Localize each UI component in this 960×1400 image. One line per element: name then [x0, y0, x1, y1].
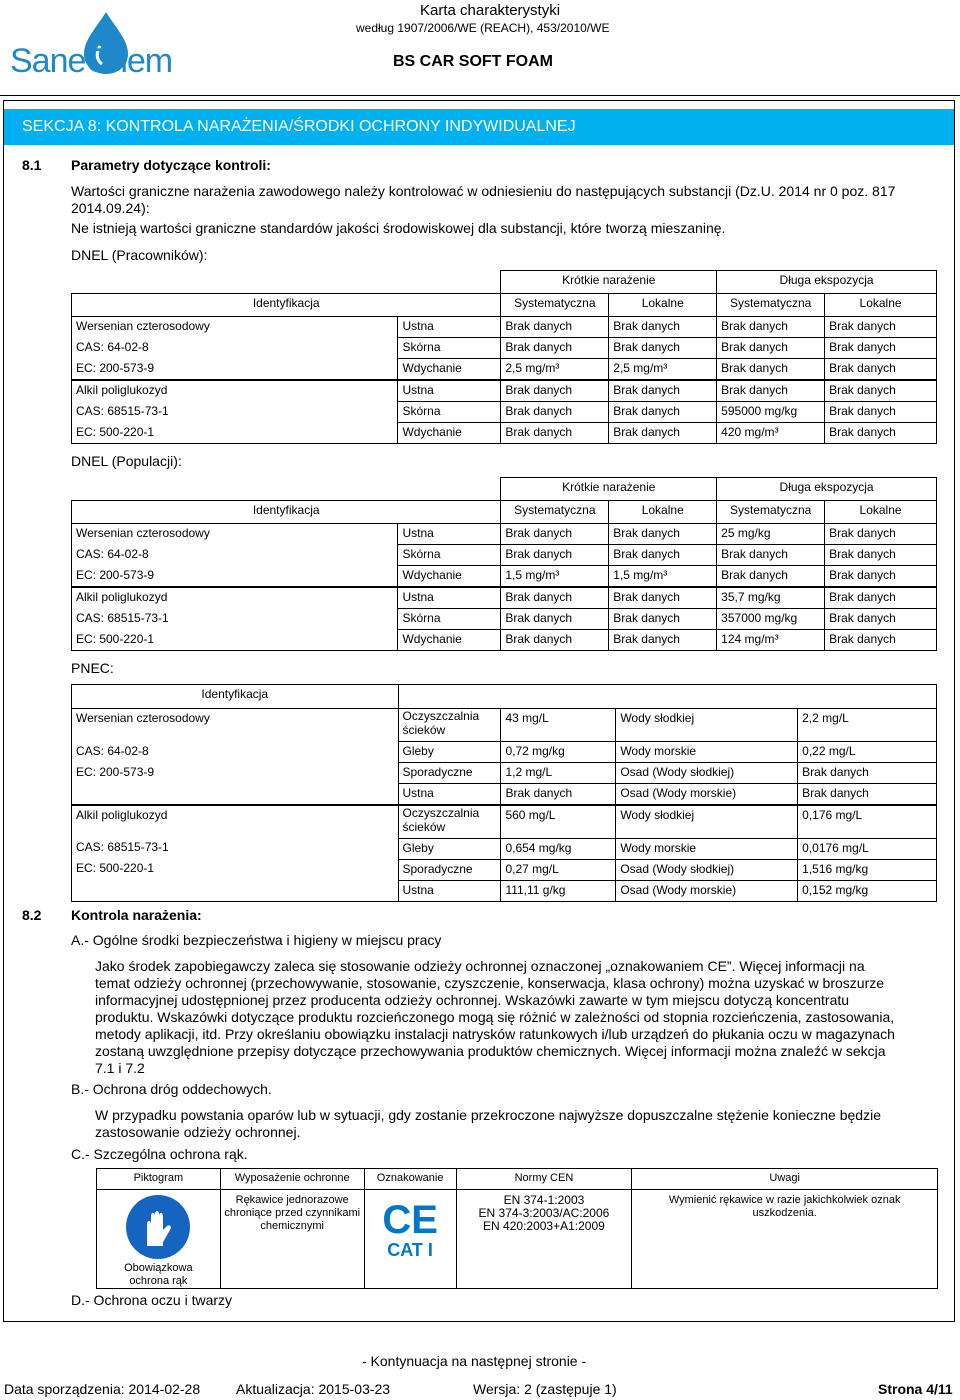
s82-a-title: A.- Ogólne środki bezpieczeństwa i higieny w miejscu pracy: [71, 932, 442, 948]
section-title: SEKCJA 8: KONTROLA NARAŻENIA/ŚRODKI OCHRONY INDYWIDUALNEJ: [22, 118, 576, 135]
value-cell: Brak danych: [609, 380, 717, 402]
text-line: produktu. Wskazówki dotyczące produktu rozcieńczonego mogą się różnić w zależności od stopnia rozcieńczenia, zastosowania,: [95, 1009, 895, 1025]
compartment-cell: Wody morskie: [616, 742, 798, 763]
value-cell: 1,5 mg/m³: [609, 566, 717, 588]
value-cell: Brak danych: [501, 545, 609, 566]
notes-header: Uwagi: [632, 1169, 938, 1190]
value-cell: 357000 mg/kg: [717, 609, 825, 630]
footer-page: Strona 4/11: [878, 1381, 953, 1397]
value-cell: Brak danych: [717, 359, 825, 381]
s81-text-2: 2014.09.24):: [71, 200, 150, 216]
value-cell: Brak danych: [825, 587, 937, 609]
pnec-ident-header: Identyfikacja: [72, 685, 399, 709]
value-cell: Brak danych: [501, 587, 609, 609]
compartment-cell: Osad (Wody morskie): [616, 880, 798, 901]
table-row: [72, 423, 937, 444]
value-cell: 0,152 mg/kg: [798, 880, 937, 901]
table-row: [72, 609, 937, 630]
type-cell: Gleby: [398, 742, 501, 763]
doc-title: Karta charakterystyki: [420, 2, 561, 19]
route-cell: Wdychanie: [398, 630, 501, 651]
section-bar: [4, 109, 954, 145]
type-cell: Ustna: [398, 784, 501, 806]
table-row: [72, 763, 937, 784]
notes-line: Wymienić rękawice w razie jakichkolwiek oznak: [668, 1194, 901, 1206]
ce-mark-icon: CE: [382, 1198, 438, 1242]
picto-header: Piktogram: [97, 1169, 221, 1190]
short-exposure-header: Krótkie narażenie: [501, 271, 717, 294]
s81-title: Parametry dotyczące kontroli:: [71, 157, 271, 173]
text-line: Jako środek zapobiegawczy zaleca się stosowanie odzieży ochronnej oznaczonej „oznakowaniem CE”. Więcej informacji na: [95, 958, 865, 974]
text-line: zastosowanie odzieży ochronnej.: [95, 1124, 301, 1140]
picto-cell: [97, 1190, 221, 1289]
value-cell: 124 mg/m³: [717, 630, 825, 651]
table-row: [72, 630, 937, 651]
ce-category: CAT I: [387, 1240, 433, 1260]
identification-cell: CAS: 68515-73-1: [72, 838, 399, 859]
identification-cell: EC: 500-220-1: [72, 859, 399, 880]
identification-cell: EC: 200-573-9: [72, 763, 399, 784]
norms-cell: [456, 1190, 632, 1289]
value-cell: Brak danych: [825, 423, 937, 444]
value-cell: Brak danych: [609, 609, 717, 630]
value-cell: Brak danych: [717, 317, 825, 338]
value-cell: Brak danych: [501, 609, 609, 630]
footer-version: Wersja: 2 (zastępuje 1): [473, 1381, 617, 1397]
ident-header: Identyfikacja: [72, 501, 501, 524]
value-cell: 111,11 g/kg: [501, 880, 616, 901]
compartment-cell: Wody morskie: [616, 838, 798, 859]
table-row: [72, 524, 937, 545]
short-exposure-header: Krótkie narażenie: [501, 478, 717, 501]
value-cell: 1,516 mg/kg: [798, 859, 937, 880]
value-cell: 1,5 mg/m³: [501, 566, 609, 588]
regulation: według 1907/2006/WE (REACH), 453/2010/WE: [356, 21, 610, 35]
table-row: [72, 338, 937, 359]
route-cell: Ustna: [398, 524, 501, 545]
equipment-line: chroniące przed czynnikami: [224, 1207, 361, 1219]
dnel-workers-title: DNEL (Pracowników):: [71, 247, 208, 263]
local-header: Lokalne: [609, 501, 717, 524]
type-cell: Ustna: [398, 880, 501, 901]
identification-cell: Wersenian czterosodowy: [72, 317, 398, 338]
type-cell: Oczyszczalnia ścieków: [398, 805, 501, 838]
route-cell: Skórna: [398, 338, 501, 359]
table-row: [72, 587, 937, 609]
footer-update: Aktualizacja: 2015-03-23: [236, 1381, 391, 1397]
value-cell: 35,7 mg/kg: [717, 587, 825, 609]
dnel-population-title: DNEL (Populacji):: [71, 453, 182, 469]
s81-text-1: Wartości graniczne narażenia zawodowego należy kontrolować w odniesieniu do następujących substancji (Dz.U. 2014 nr 0 poz. 817: [71, 183, 896, 199]
identification-cell: [72, 880, 399, 901]
type-cell: Gleby: [398, 838, 501, 859]
identification-cell: CAS: 64-02-8: [72, 338, 398, 359]
table-row: [72, 545, 937, 566]
value-cell: Brak danych: [825, 524, 937, 545]
value-cell: 43 mg/L: [501, 709, 616, 742]
value-cell: Brak danych: [798, 763, 937, 784]
dnel-population-table: [71, 477, 937, 651]
value-cell: Brak danych: [609, 402, 717, 423]
identification-cell: Wersenian czterosodowy: [72, 709, 399, 742]
compartment-cell: Wody słodkiej: [616, 709, 798, 742]
table-row: [72, 317, 937, 338]
text-line: zostaną uwzględnione przepisy dotyczące przechowywania produktów chemicznych. Więcej informacji można znaleźć w sekcja: [95, 1043, 886, 1059]
value-cell: Brak danych: [609, 524, 717, 545]
table-row: [72, 805, 937, 838]
value-cell: 2,2 mg/L: [798, 709, 937, 742]
value-cell: 1,2 mg/L: [501, 763, 616, 784]
identification-cell: Alkil poliglukozyd: [72, 380, 398, 402]
s82-title: Kontrola narażenia:: [71, 907, 202, 923]
sys-header: Systematyczna: [717, 501, 825, 524]
identification-cell: EC: 500-220-1: [72, 423, 398, 444]
value-cell: Brak danych: [717, 545, 825, 566]
value-cell: Brak danych: [825, 630, 937, 651]
value-cell: Brak danych: [609, 317, 717, 338]
header-divider: [0, 95, 960, 96]
type-cell: Sporadyczne: [398, 859, 501, 880]
table-row: [72, 838, 937, 859]
norm-line: EN 420:2003+A1:2009: [483, 1219, 605, 1233]
identification-cell: [72, 784, 399, 806]
route-cell: Skórna: [398, 545, 501, 566]
value-cell: Brak danych: [825, 566, 937, 588]
text-line: metody aplikacji, itd. Przy określaniu obowiązku instalacji natrysków ratunkowych i/lub urządzeń do płukania oczu w magazynach: [95, 1026, 895, 1042]
value-cell: Brak danych: [717, 338, 825, 359]
s82-c-title: C.- Szczególna ochrona rąk.: [71, 1146, 248, 1162]
value-cell: Brak danych: [825, 609, 937, 630]
norm-line: EN 374-1:2003: [503, 1193, 585, 1207]
type-cell: Sporadyczne: [398, 763, 501, 784]
value-cell: 0,22 mg/L: [798, 742, 937, 763]
value-cell: Brak danych: [609, 545, 717, 566]
route-cell: Wdychanie: [398, 423, 501, 444]
value-cell: 560 mg/L: [501, 805, 616, 838]
value-cell: Brak danych: [609, 423, 717, 444]
value-cell: Brak danych: [501, 630, 609, 651]
identification-cell: CAS: 68515-73-1: [72, 609, 398, 630]
value-cell: Brak danych: [798, 784, 937, 806]
picto-caption-1: Obowiązkowa: [124, 1262, 193, 1274]
notes-line: uszkodzenia.: [752, 1207, 817, 1219]
table-row: [72, 880, 937, 901]
value-cell: 420 mg/m³: [717, 423, 825, 444]
s81-number: 8.1: [22, 157, 42, 173]
table-row: [72, 566, 937, 588]
text-line: temat odzieży ochronnej (przechowywanie, stosowanie, czyszczenie, konserwacja, klasa ochrony) można uzyskać w broszurze: [95, 975, 885, 991]
value-cell: 595000 mg/kg: [717, 402, 825, 423]
type-cell: Oczyszczalnia ścieków: [398, 709, 501, 742]
local-header: Lokalne: [825, 501, 937, 524]
value-cell: Brak danych: [825, 545, 937, 566]
local-header: Lokalne: [609, 294, 717, 317]
equipment-line: chemicznymi: [260, 1220, 324, 1232]
identification-cell: CAS: 64-02-8: [72, 545, 398, 566]
logo: [8, 6, 188, 86]
notes-cell: [632, 1190, 938, 1289]
equipment-line: Rękawice jednorazowe: [235, 1194, 349, 1206]
equipment-header: Wyposażenie ochronne: [220, 1169, 364, 1190]
local-header: Lokalne: [825, 294, 937, 317]
table-row: [72, 859, 937, 880]
sys-header: Systematyczna: [717, 294, 825, 317]
compartment-cell: Osad (Wody morskie): [616, 784, 798, 806]
value-cell: Brak danych: [609, 587, 717, 609]
value-cell: Brak danych: [609, 338, 717, 359]
identification-cell: Alkil poliglukozyd: [72, 805, 399, 838]
identification-cell: Wersenian czterosodowy: [72, 524, 398, 545]
value-cell: Brak danych: [825, 317, 937, 338]
logo-text: SaneChem: [10, 42, 173, 80]
value-cell: 0,27 mg/L: [501, 859, 616, 880]
identification-cell: EC: 200-573-9: [72, 359, 398, 381]
route-cell: Skórna: [398, 402, 501, 423]
value-cell: Brak danych: [825, 338, 937, 359]
compartment-cell: Osad (Wody słodkiej): [616, 859, 798, 880]
route-cell: Ustna: [398, 587, 501, 609]
route-cell: Wdychanie: [398, 359, 501, 381]
value-cell: 0,72 mg/kg: [501, 742, 616, 763]
compartment-cell: Osad (Wody słodkiej): [616, 763, 798, 784]
identification-cell: CAS: 64-02-8: [72, 742, 399, 763]
value-cell: Brak danych: [501, 380, 609, 402]
route-cell: Ustna: [398, 317, 501, 338]
sys-header: Systematyczna: [501, 501, 609, 524]
identification-cell: EC: 500-220-1: [72, 630, 398, 651]
value-cell: Brak danych: [825, 359, 937, 381]
value-cell: Brak danych: [717, 566, 825, 588]
identification-cell: EC: 200-573-9: [72, 566, 398, 588]
route-cell: Skórna: [398, 609, 501, 630]
table-row: [72, 709, 937, 742]
table-row: [72, 359, 937, 381]
norm-line: EN 374-3:2003/AC:2006: [478, 1206, 610, 1220]
marking-cell: [364, 1190, 456, 1289]
value-cell: 2,5 mg/m³: [609, 359, 717, 381]
long-exposure-header: Długa ekspozycja: [717, 271, 937, 294]
value-cell: Brak danych: [501, 784, 616, 806]
dnel-workers-table: [71, 270, 937, 444]
sys-header: Systematyczna: [501, 294, 609, 317]
continue-note: - Kontynuacja na następnej stronie -: [362, 1353, 587, 1369]
text-line: W przypadku powstania oparów lub w sytuacji, gdy zostanie przekroczone najwyższe dopuszczalne stężenie konieczne będzie: [95, 1107, 881, 1123]
value-cell: Brak danych: [825, 380, 937, 402]
s82-b-title: B.- Ochrona dróg oddechowych.: [71, 1081, 272, 1097]
s82-b-text: [95, 1107, 881, 1141]
value-cell: Brak danych: [501, 423, 609, 444]
value-cell: Brak danych: [717, 380, 825, 402]
marking-header: Oznakowanie: [364, 1169, 456, 1190]
ident-header: Identyfikacja: [72, 294, 501, 317]
value-cell: 0,176 mg/L: [798, 805, 937, 838]
picto-caption-2: ochrona rąk: [129, 1275, 188, 1287]
norms-header: Normy CEN: [456, 1169, 632, 1190]
table-row: [72, 784, 937, 806]
identification-cell: CAS: 68515-73-1: [72, 402, 398, 423]
table-row: [72, 402, 937, 423]
value-cell: 2,5 mg/m³: [501, 359, 609, 381]
hand-protection-table: [96, 1168, 938, 1289]
table-row: [72, 742, 937, 763]
value-cell: 25 mg/kg: [717, 524, 825, 545]
product-name: BS CAR SOFT FOAM: [393, 53, 553, 70]
value-cell: 0,654 mg/kg: [501, 838, 616, 859]
value-cell: 0,0176 mg/L: [798, 838, 937, 859]
value-cell: Brak danych: [501, 524, 609, 545]
text-line: 7.1 i 7.2: [95, 1060, 145, 1076]
route-cell: Ustna: [398, 380, 501, 402]
text-line: informacyjnej udostępnionej przez producenta odzieży ochronnej. Wskazówki zawarte w tym miejscu dotyczą koncentratu: [95, 992, 850, 1008]
pnec-table: [71, 684, 937, 902]
s81-text-3: Ne istnieją wartości graniczne standardów jakości środowiskowej dla substancji, które tworzą mieszaninę.: [71, 220, 726, 236]
s82-number: 8.2: [22, 907, 42, 923]
identification-cell: Alkil poliglukozyd: [72, 587, 398, 609]
s82-d-title: D.- Ochrona oczu i twarzy: [71, 1292, 233, 1308]
value-cell: Brak danych: [501, 338, 609, 359]
value-cell: Brak danych: [825, 402, 937, 423]
long-exposure-header: Długa ekspozycja: [717, 478, 937, 501]
value-cell: Brak danych: [501, 402, 609, 423]
equipment-cell: [220, 1190, 364, 1289]
value-cell: Brak danych: [501, 317, 609, 338]
value-cell: Brak danych: [609, 630, 717, 651]
s82-a-text: [95, 958, 895, 1077]
gloves-mandatory-icon: [125, 1194, 191, 1260]
compartment-cell: Wody słodkiej: [616, 805, 798, 838]
table-row: [72, 380, 937, 402]
footer-date: Data sporządzenia: 2014-02-28: [4, 1381, 201, 1397]
pnec-title: PNEC:: [71, 660, 114, 676]
route-cell: Wdychanie: [398, 566, 501, 588]
